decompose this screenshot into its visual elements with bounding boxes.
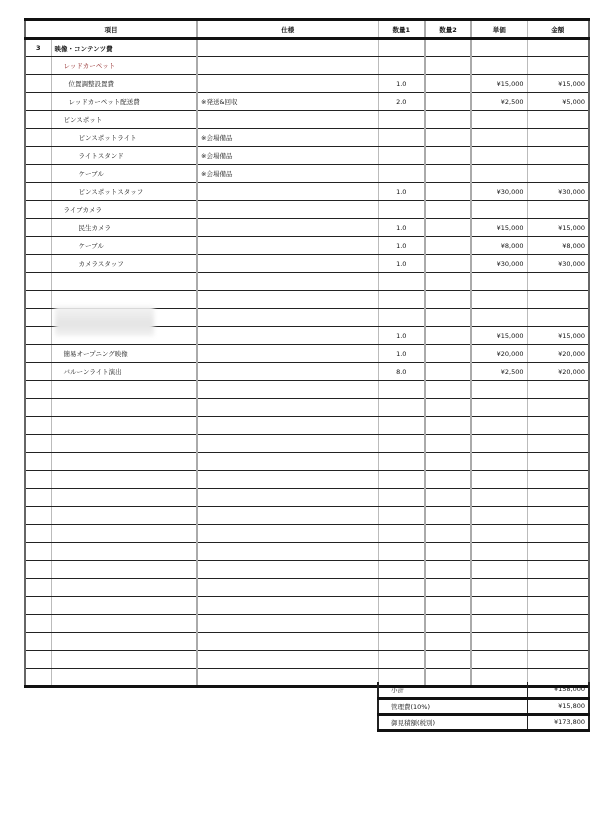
cell-row-number xyxy=(25,57,51,75)
cell-spec xyxy=(197,183,378,201)
cell-row-number xyxy=(25,579,51,597)
cell-item-name: カメラスタッフ xyxy=(51,255,197,273)
cell-qty1: 1.0 xyxy=(378,255,425,273)
cell-qty2 xyxy=(425,363,471,381)
cell-amount xyxy=(527,579,589,597)
cell-qty1 xyxy=(378,57,425,75)
cell-amount xyxy=(527,381,589,399)
cell-qty2 xyxy=(425,129,471,147)
cell-spec xyxy=(197,561,378,579)
cell-qty2 xyxy=(425,543,471,561)
cell-qty1 xyxy=(378,147,425,165)
cell-spec xyxy=(197,273,378,291)
cell-qty1 xyxy=(378,489,425,507)
table-row xyxy=(25,579,589,597)
table-row xyxy=(25,507,589,525)
header-row xyxy=(25,20,589,39)
cell-item-name xyxy=(51,273,197,291)
cell-qty1 xyxy=(378,525,425,543)
cell-item-name xyxy=(51,669,197,687)
cell-amount xyxy=(527,597,589,615)
cell-spec xyxy=(197,345,378,363)
cell-spec xyxy=(197,381,378,399)
cell-unit-price: ¥2,500 xyxy=(471,93,527,111)
cell-amount xyxy=(527,309,589,327)
cell-row-number xyxy=(25,111,51,129)
cell-spec xyxy=(197,615,378,633)
cell-unit-price xyxy=(471,525,527,543)
total-value: ¥173,800 xyxy=(527,714,589,730)
cell-row-number xyxy=(25,381,51,399)
cell-spec xyxy=(197,471,378,489)
cell-row-number xyxy=(25,453,51,471)
cell-unit-price xyxy=(471,435,527,453)
cell-qty2 xyxy=(425,507,471,525)
table-row xyxy=(25,615,589,633)
cell-qty2 xyxy=(425,327,471,345)
cell-spec xyxy=(197,255,378,273)
cell-qty1: 1.0 xyxy=(378,219,425,237)
cell-item-name: レッドカーペット配送費 xyxy=(51,93,197,111)
cell-item-name xyxy=(51,525,197,543)
cell-spec xyxy=(197,237,378,255)
cell-qty1 xyxy=(378,309,425,327)
cell-amount xyxy=(527,147,589,165)
cell-amount xyxy=(527,543,589,561)
cell-amount: ¥20,000 xyxy=(527,363,589,381)
table-row xyxy=(25,201,589,219)
cell-qty1: 1.0 xyxy=(378,327,425,345)
cell-amount: ¥30,000 xyxy=(527,255,589,273)
cell-spec xyxy=(197,651,378,669)
cell-qty1 xyxy=(378,597,425,615)
cell-qty2 xyxy=(425,489,471,507)
cell-spec xyxy=(197,309,378,327)
cell-row-number xyxy=(25,669,51,687)
cell-amount xyxy=(527,291,589,309)
cell-spec xyxy=(197,507,378,525)
cell-unit-price xyxy=(471,597,527,615)
cell-unit-price xyxy=(471,57,527,75)
cell-spec: ※会場備品 xyxy=(197,129,378,147)
cell-qty1 xyxy=(378,165,425,183)
cell-amount xyxy=(527,273,589,291)
cell-qty1 xyxy=(378,291,425,309)
cell-row-number xyxy=(25,129,51,147)
cell-item-name xyxy=(51,543,197,561)
table-row xyxy=(25,525,589,543)
cell-item-name: ケーブル xyxy=(51,165,197,183)
table-row xyxy=(25,417,589,435)
mgmt-fee-label: 管理費(10%) xyxy=(378,698,527,714)
cell-row-number xyxy=(25,93,51,111)
cell-qty1 xyxy=(378,417,425,435)
redacted-region xyxy=(55,306,154,336)
cell-row-number xyxy=(25,399,51,417)
cell-unit-price: ¥30,000 xyxy=(471,255,527,273)
subtotal-label: 小計 xyxy=(378,682,527,698)
cell-spec xyxy=(197,435,378,453)
cell-qty2 xyxy=(425,651,471,669)
totals-table xyxy=(377,682,590,732)
cell-amount: ¥5,000 xyxy=(527,93,589,111)
estimate-table xyxy=(24,18,590,688)
cell-qty2 xyxy=(425,183,471,201)
cell-amount xyxy=(527,525,589,543)
cell-item-name: レッドカーペット xyxy=(51,57,197,75)
cell-unit-price xyxy=(471,111,527,129)
cell-row-number xyxy=(25,615,51,633)
cell-qty1 xyxy=(378,381,425,399)
cell-spec xyxy=(197,669,378,687)
cell-amount xyxy=(527,57,589,75)
table-row xyxy=(25,651,589,669)
cell-qty2 xyxy=(425,435,471,453)
cell-item-name: 簡易オープニング映像 xyxy=(51,345,197,363)
cell-unit-price xyxy=(471,399,527,417)
cell-qty1 xyxy=(378,453,425,471)
table-row xyxy=(25,399,589,417)
cell-spec xyxy=(197,453,378,471)
cell-item-name: ピンスポットライト xyxy=(51,129,197,147)
cell-row-number xyxy=(25,255,51,273)
cell-qty1 xyxy=(378,543,425,561)
cell-amount: ¥30,000 xyxy=(527,183,589,201)
cell-unit-price: ¥15,000 xyxy=(471,219,527,237)
cell-item-name: バルーンライト演出 xyxy=(51,363,197,381)
cell-amount xyxy=(527,615,589,633)
cell-qty2 xyxy=(425,201,471,219)
cell-spec xyxy=(197,597,378,615)
table-row xyxy=(25,633,589,651)
cell-row-number xyxy=(25,327,51,345)
cell-row-number xyxy=(25,651,51,669)
subtotal-value: ¥158,000 xyxy=(527,682,589,698)
cell-amount xyxy=(527,165,589,183)
cell-unit-price xyxy=(471,147,527,165)
cell-amount xyxy=(527,507,589,525)
cell-spec xyxy=(197,363,378,381)
table-row xyxy=(25,237,589,255)
cell-unit-price: ¥2,500 xyxy=(471,363,527,381)
cell-qty2 xyxy=(425,399,471,417)
cell-qty2 xyxy=(425,309,471,327)
cell-row-number xyxy=(25,363,51,381)
cell-row-number xyxy=(25,525,51,543)
cell-qty2 xyxy=(425,255,471,273)
cell-qty2 xyxy=(425,291,471,309)
table-row xyxy=(25,363,589,381)
cell-item-name xyxy=(51,453,197,471)
cell-item-name xyxy=(51,471,197,489)
cell-unit-price xyxy=(471,561,527,579)
cell-qty1 xyxy=(378,507,425,525)
cell-row-number xyxy=(25,75,51,93)
cell-unit-price xyxy=(471,471,527,489)
cell-amount xyxy=(527,561,589,579)
cell-unit-price: ¥20,000 xyxy=(471,345,527,363)
cell-qty1: 8.0 xyxy=(378,363,425,381)
table-row xyxy=(25,471,589,489)
cell-qty1: 1.0 xyxy=(378,237,425,255)
cell-qty2 xyxy=(425,381,471,399)
cell-spec xyxy=(197,201,378,219)
cell-item-name xyxy=(51,579,197,597)
cell-qty1 xyxy=(378,633,425,651)
cell-qty2 xyxy=(425,417,471,435)
cell-spec xyxy=(197,291,378,309)
header-unit-price: 単価 xyxy=(471,20,527,39)
cell-qty1 xyxy=(378,651,425,669)
cell-row-number xyxy=(25,471,51,489)
cell-row-number xyxy=(25,561,51,579)
cell-item-name xyxy=(51,399,197,417)
cell-unit-price xyxy=(471,309,527,327)
cell-qty2 xyxy=(425,147,471,165)
header-qty1: 数量1 xyxy=(378,20,425,39)
cell-item-name: 位置調整設置費 xyxy=(51,75,197,93)
cell-item-name: ライトスタンド xyxy=(51,147,197,165)
cell-unit-price xyxy=(471,633,527,651)
table-row xyxy=(25,111,589,129)
cell-row-number xyxy=(25,183,51,201)
table-row xyxy=(25,219,589,237)
cell-qty1: 2.0 xyxy=(378,93,425,111)
cell-row-number xyxy=(25,309,51,327)
cell-row-number xyxy=(25,273,51,291)
cell-row-number xyxy=(25,147,51,165)
cell-item-name xyxy=(51,633,197,651)
cell-qty2 xyxy=(425,525,471,543)
table-row xyxy=(25,597,589,615)
cell-row-number xyxy=(25,417,51,435)
cell-item-name: ライブカメラ xyxy=(51,201,197,219)
cell-spec: ※発送&回収 xyxy=(197,93,378,111)
cell-row-number xyxy=(25,201,51,219)
cell-qty1: 1.0 xyxy=(378,183,425,201)
cell-qty2 xyxy=(425,219,471,237)
cell-item-name xyxy=(51,651,197,669)
cell-row-number xyxy=(25,597,51,615)
cell-qty1 xyxy=(378,201,425,219)
cell-amount xyxy=(527,111,589,129)
cell-unit-price xyxy=(471,381,527,399)
cell-amount: ¥15,000 xyxy=(527,327,589,345)
cell-qty1 xyxy=(378,561,425,579)
table-row xyxy=(25,57,589,75)
cell-qty2 xyxy=(425,453,471,471)
cell-qty1 xyxy=(378,273,425,291)
cell-amount xyxy=(527,435,589,453)
cell-qty2 xyxy=(425,561,471,579)
cell-item-name xyxy=(51,435,197,453)
cell-unit-price xyxy=(471,615,527,633)
cell-qty1: 1.0 xyxy=(378,75,425,93)
cell-unit-price xyxy=(471,651,527,669)
header-item: 項目 xyxy=(25,20,197,39)
cell-amount xyxy=(527,129,589,147)
cell-item-name xyxy=(51,417,197,435)
cell-unit-price xyxy=(471,291,527,309)
cell-qty2 xyxy=(425,633,471,651)
cell-spec: ※会場備品 xyxy=(197,165,378,183)
cell-row-number xyxy=(25,507,51,525)
cell-unit-price xyxy=(471,39,527,57)
cell-qty2 xyxy=(425,615,471,633)
cell-unit-price xyxy=(471,201,527,219)
cell-amount: ¥20,000 xyxy=(527,345,589,363)
table-row xyxy=(25,435,589,453)
cell-row-number xyxy=(25,219,51,237)
cell-spec xyxy=(197,525,378,543)
table-row xyxy=(25,39,589,57)
total-row xyxy=(378,714,589,730)
cell-qty2 xyxy=(425,471,471,489)
cell-unit-price xyxy=(471,453,527,471)
cell-spec xyxy=(197,39,378,57)
cell-qty1 xyxy=(378,399,425,417)
cell-unit-price xyxy=(471,507,527,525)
table-row xyxy=(25,165,589,183)
cell-unit-price xyxy=(471,129,527,147)
table-row xyxy=(25,129,589,147)
cell-amount xyxy=(527,399,589,417)
cell-amount xyxy=(527,651,589,669)
cell-qty1 xyxy=(378,129,425,147)
cell-spec xyxy=(197,111,378,129)
header-spec: 仕様 xyxy=(197,20,378,39)
table-row xyxy=(25,453,589,471)
cell-amount xyxy=(527,453,589,471)
cell-spec xyxy=(197,633,378,651)
table-row xyxy=(25,489,589,507)
cell-spec xyxy=(197,543,378,561)
cell-item-name xyxy=(51,489,197,507)
cell-qty2 xyxy=(425,111,471,129)
cell-spec xyxy=(197,75,378,93)
cell-spec xyxy=(197,219,378,237)
cell-spec: ※会場備品 xyxy=(197,147,378,165)
cell-row-number xyxy=(25,345,51,363)
cell-unit-price: ¥15,000 xyxy=(471,327,527,345)
cell-spec xyxy=(197,489,378,507)
cell-row-number xyxy=(25,291,51,309)
cell-qty2 xyxy=(425,597,471,615)
table-row xyxy=(25,543,589,561)
cell-qty1 xyxy=(378,435,425,453)
cell-qty1 xyxy=(378,579,425,597)
cell-qty1 xyxy=(378,111,425,129)
table-row xyxy=(25,147,589,165)
mgmt-fee-row xyxy=(378,698,589,714)
table-row xyxy=(25,273,589,291)
cell-row-number: 3 xyxy=(25,39,51,57)
cell-item-name xyxy=(51,561,197,579)
cell-amount xyxy=(527,201,589,219)
table-row xyxy=(25,255,589,273)
cell-amount: ¥15,000 xyxy=(527,75,589,93)
cell-qty2 xyxy=(425,93,471,111)
cell-qty2 xyxy=(425,165,471,183)
cell-row-number xyxy=(25,543,51,561)
cell-spec xyxy=(197,327,378,345)
cell-spec xyxy=(197,57,378,75)
cell-item-name: ピンスポット xyxy=(51,111,197,129)
header-amount: 金額 xyxy=(527,20,589,39)
cell-unit-price xyxy=(471,417,527,435)
cell-unit-price xyxy=(471,273,527,291)
cell-qty2 xyxy=(425,345,471,363)
cell-spec xyxy=(197,399,378,417)
cell-item-name: ピンスポットスタッフ xyxy=(51,183,197,201)
mgmt-fee-value: ¥15,800 xyxy=(527,698,589,714)
cell-amount xyxy=(527,489,589,507)
cell-qty2 xyxy=(425,57,471,75)
cell-qty2 xyxy=(425,273,471,291)
cell-qty1 xyxy=(378,471,425,489)
cell-qty1 xyxy=(378,615,425,633)
cell-row-number xyxy=(25,489,51,507)
table-row xyxy=(25,381,589,399)
cell-item-name: 映像・コンテンツ費 xyxy=(51,39,197,57)
subtotal-row xyxy=(378,682,589,698)
cell-unit-price: ¥30,000 xyxy=(471,183,527,201)
cell-item-name: ケーブル xyxy=(51,237,197,255)
cell-amount xyxy=(527,633,589,651)
cell-item-name xyxy=(51,615,197,633)
cell-unit-price: ¥8,000 xyxy=(471,237,527,255)
cell-amount: ¥8,000 xyxy=(527,237,589,255)
cell-spec xyxy=(197,579,378,597)
table-row xyxy=(25,561,589,579)
cell-amount: ¥15,000 xyxy=(527,219,589,237)
cell-qty2 xyxy=(425,39,471,57)
cell-item-name xyxy=(51,381,197,399)
cell-unit-price: ¥15,000 xyxy=(471,75,527,93)
cell-qty2 xyxy=(425,75,471,93)
cell-row-number xyxy=(25,237,51,255)
table-row xyxy=(25,93,589,111)
table-row xyxy=(25,75,589,93)
cell-row-number xyxy=(25,165,51,183)
cell-row-number xyxy=(25,633,51,651)
cell-qty1: 1.0 xyxy=(378,345,425,363)
header-qty2: 数量2 xyxy=(425,20,471,39)
cell-item-name xyxy=(51,507,197,525)
cell-unit-price xyxy=(471,489,527,507)
cell-qty2 xyxy=(425,237,471,255)
cell-row-number xyxy=(25,435,51,453)
cell-qty1 xyxy=(378,39,425,57)
table-row xyxy=(25,345,589,363)
cell-unit-price xyxy=(471,543,527,561)
cell-amount xyxy=(527,39,589,57)
cell-amount xyxy=(527,471,589,489)
table-row xyxy=(25,183,589,201)
cell-amount xyxy=(527,417,589,435)
cell-item-name: 民生カメラ xyxy=(51,219,197,237)
total-label: 御見積額(税別) xyxy=(378,714,527,730)
cell-spec xyxy=(197,417,378,435)
cell-unit-price xyxy=(471,579,527,597)
cell-item-name xyxy=(51,597,197,615)
cell-unit-price xyxy=(471,165,527,183)
cell-qty2 xyxy=(425,579,471,597)
